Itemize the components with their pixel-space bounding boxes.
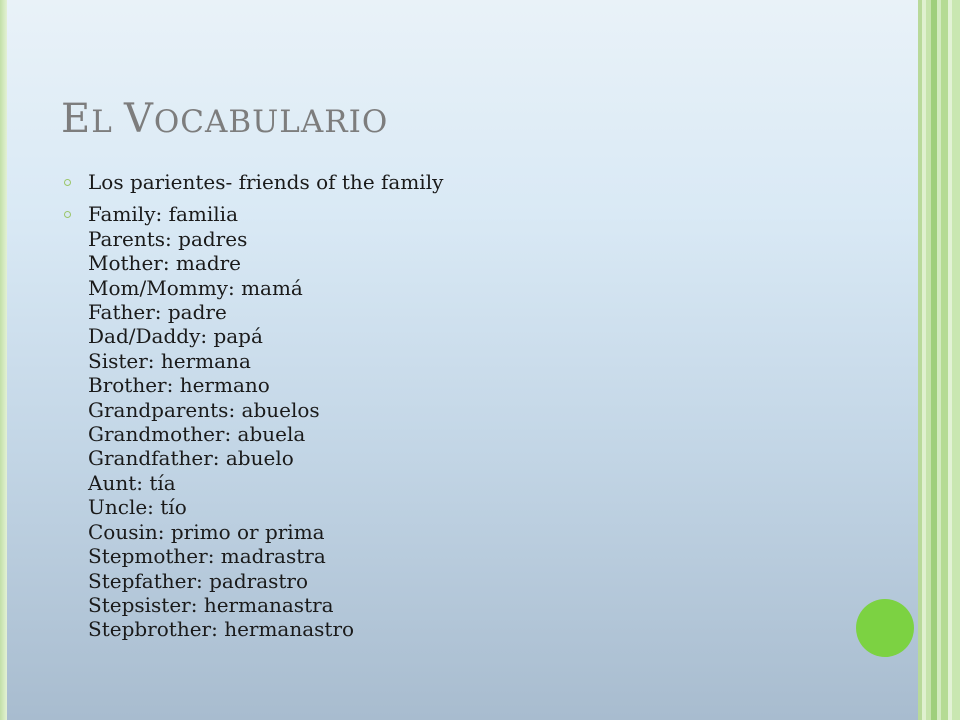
title-word2-rest: OCABULARIO	[153, 104, 389, 140]
vocab-entry: Grandfather: abuelo	[88, 446, 294, 471]
vocab-entry: Mom/Mommy: mamá	[88, 275, 303, 300]
vocab-entry: Father: padre	[88, 300, 227, 325]
vocab-entry: Brother: hermano	[88, 373, 270, 398]
vocab-entry: Uncle: tío	[88, 495, 187, 520]
bullet-item	[64, 170, 443, 194]
vocab-entry: Stepfather: padrastro	[88, 568, 309, 593]
left-edge-decoration	[0, 0, 7, 720]
vocab-entry: Cousin: primo or prima	[88, 519, 325, 544]
vocab-entry: Grandparents: abuelos	[88, 397, 320, 422]
slide-title	[61, 96, 388, 142]
bullet-circle-icon	[64, 211, 71, 218]
vocab-entry: Mother: madre	[88, 251, 242, 276]
bullet-item	[64, 202, 443, 641]
vocab-entry: Aunt: tía	[88, 470, 176, 495]
title-word1-initial: E	[61, 96, 92, 142]
right-stripe-decoration	[952, 0, 960, 720]
vocab-entry: Family: familia	[88, 202, 238, 227]
bullet-list	[64, 170, 443, 650]
vocab-entry: Stepbrother: hermanastro	[88, 617, 355, 642]
bullet-circle-icon	[64, 179, 71, 186]
vocab-entry: Grandmother: abuela	[88, 422, 306, 447]
vocab-entry: Stepmother: madrastra	[88, 544, 326, 569]
vocab-entry: Dad/Daddy: papá	[88, 324, 263, 349]
green-circle-decoration	[856, 599, 914, 657]
title-word2-initial: V	[123, 96, 154, 142]
vocab-entry: Parents: padres	[88, 226, 248, 251]
title-word1-rest: L	[91, 104, 113, 140]
bullet-text: Los parientes- friends of the family	[88, 170, 444, 194]
right-stripe-decoration	[941, 0, 948, 720]
vocab-entry: Stepsister: hermanastra	[88, 592, 334, 617]
vocab-entry: Sister: hermana	[88, 348, 251, 373]
